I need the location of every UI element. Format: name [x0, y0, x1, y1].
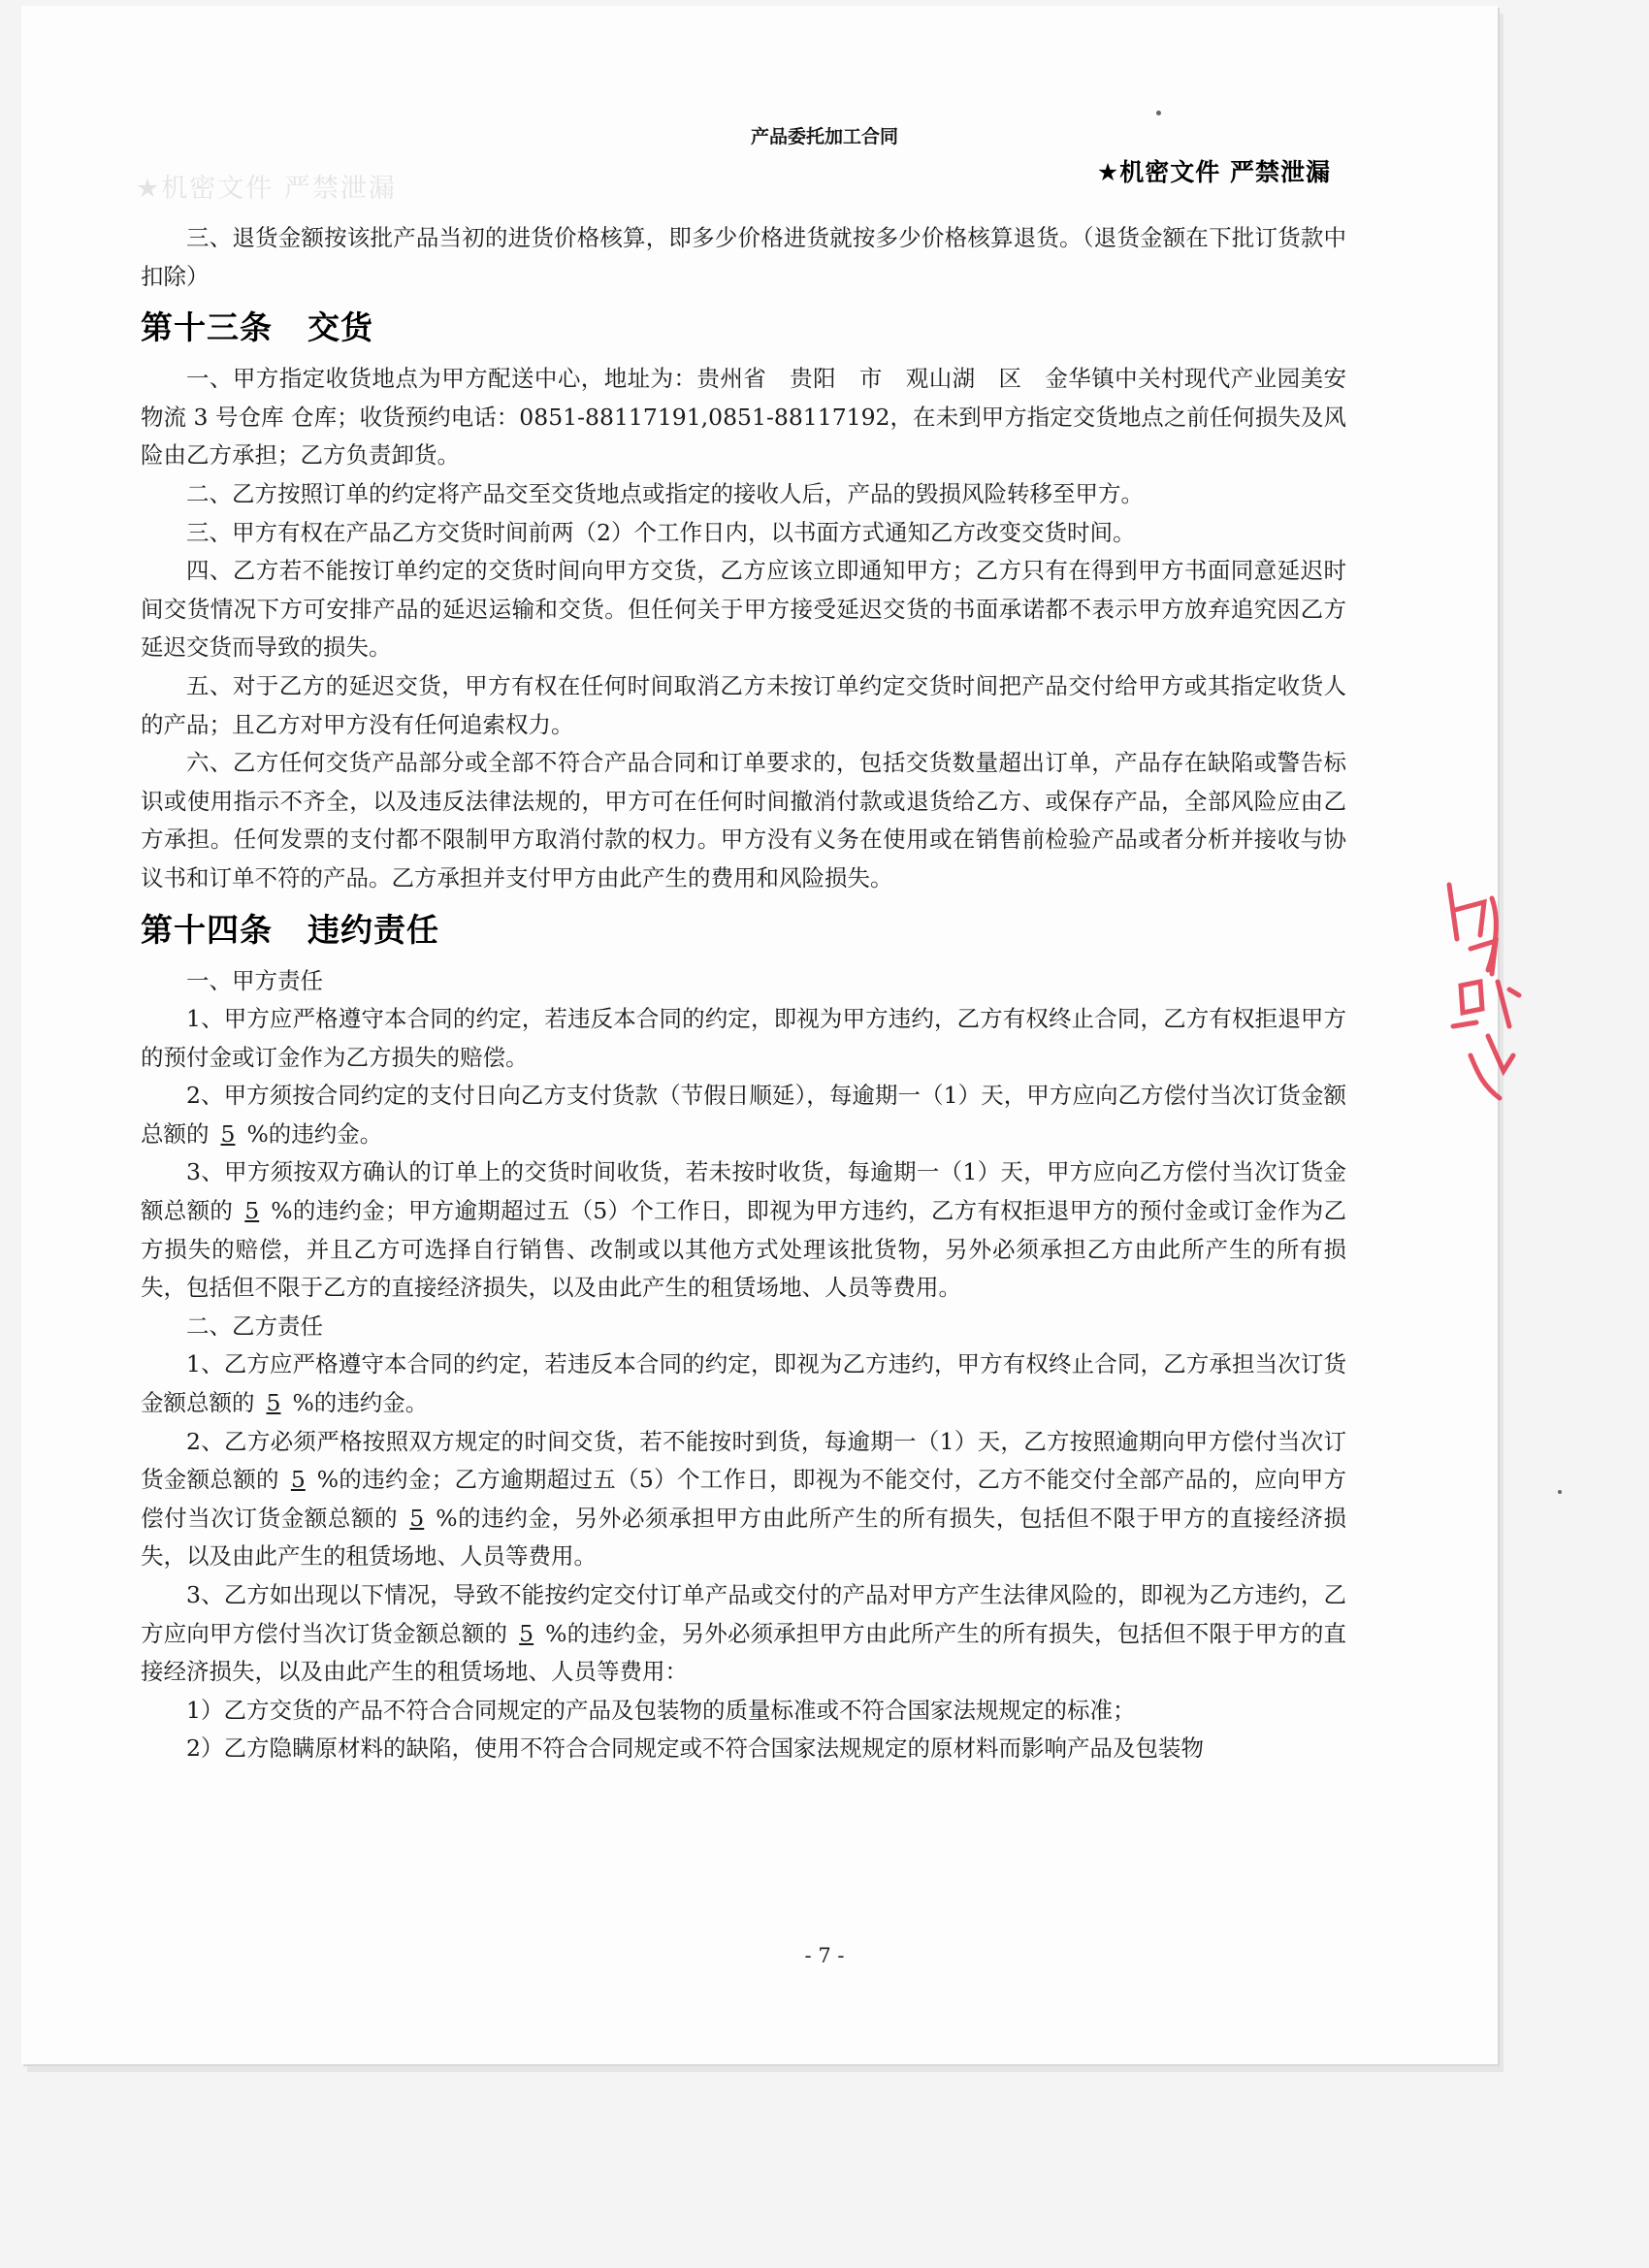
scan-speck: [1558, 1490, 1562, 1494]
party-b-clause-3: [141, 1576, 1346, 1692]
document-body: [141, 219, 1346, 1768]
party-a-clause-3: [141, 1153, 1346, 1307]
article-13-clause-1: 一、甲方指定收货地点为甲方配送中心，地址为：贵州省 贵阳 市 观山湖 区 金华镇中关村现代产业园美安物流 3 号仓库 仓库；收货预约电话：0851-88117191,0851-88117192，在未到甲方指定交货地点之前任何损失及风险由乙方承担；乙方负责卸货。: [141, 365, 1346, 470]
penalty-rate-blank: 5: [220, 1119, 236, 1148]
bleed-through-mark: ★机密文件 严禁泄漏: [136, 174, 397, 204]
document-header-title: 产品委托加工合同: [750, 126, 898, 147]
article-13-clause-6: 六、乙方任何交货产品部分或全部不符合产品合同和订单要求的，包括交货数量超出订单，产品存在缺陷或警告标识或使用指示不齐全，以及违反法律法规的，甲方可在任何时间撤消付款或退货给乙方、或保存产品，全部风险应由乙方承担。任何发票的支付都不限制甲方取消付款的权力。甲方没有义务在使用或在销售前检验产品或者分析并接收与协议书和订单不符的产品。乙方承担并支付甲方由此产生的费用和风险损失。: [141, 749, 1346, 891]
party-a-responsibility-title: 一、甲方责任: [186, 966, 323, 994]
clause-text: 2、甲方须按合同约定的支付日向乙方支付货款（节假日顺延），每逾期一（1）天，甲方应向乙方偿付当次订货金额总额的: [141, 1082, 1346, 1148]
article-13-clause-2: 二、乙方按照订单的约定将产品交至交货地点或指定的接收人后，产品的毁损风险转移至甲方。: [186, 479, 1144, 507]
penalty-rate-blank: 5: [290, 1466, 306, 1494]
party-b-clause-2: [141, 1423, 1346, 1576]
clause-text: 1、乙方应严格遵守本合同的约定，若违反本合同的约定，即视为乙方违约，甲方有权终止合同，乙方承担当次订货金额总额的: [141, 1350, 1346, 1417]
party-b-clause-1: [141, 1345, 1346, 1422]
clause-text: %的违约金，另外必须承担甲方由此所产生的所有损失，包括但不限于甲方的直接经济损失，以及由此产生的租赁场地、人员等费用。: [141, 1504, 1346, 1571]
clause-text: %的违约金；乙方逾期超过五（5）个工作日，即视为不能交付，乙方不能交付全部产品的，应向甲方偿付当次订货金额总额的: [141, 1466, 1347, 1532]
party-b-clause-3-item-1: 1）乙方交货的产品不符合合同规定的产品及包装物的质量标准或不符合国家法规规定的标准；: [186, 1696, 1136, 1724]
party-a-clause-1: 1、甲方应严格遵守本合同的约定，若违反本合同的约定，即视为甲方违约，乙方有权终止合同，乙方有权拒退甲方的预付金或订金作为乙方损失的赔偿。: [141, 1005, 1346, 1071]
party-b-clause-3-item-2: 2）乙方隐瞒原材料的缺陷，使用不符合合同规定或不符合国家法规规定的原材料而影响产品及包装物: [186, 1734, 1204, 1763]
clause-text: %的违约金，另外必须承担甲方由此所产生的所有损失，包括但不限于甲方的直接经济损失，以及由此产生的租赁场地、人员等费用：: [141, 1619, 1346, 1686]
party-a-clause-2: [141, 1077, 1346, 1153]
penalty-rate-blank: 5: [519, 1619, 534, 1647]
confidential-mark: ★机密文件 严禁泄漏: [1096, 158, 1331, 186]
party-b-responsibility-title: 二、乙方责任: [186, 1312, 323, 1340]
penalty-rate-blank: 5: [409, 1504, 425, 1532]
article-13-number: 第十三条: [141, 308, 273, 347]
clause-text: 3、乙方如出现以下情况，导致不能按约定交付订单产品或交付的产品对甲方产生法律风险的，即视为乙方违约，乙方应向甲方偿付当次订货金额总额的: [141, 1581, 1346, 1647]
article-13-clause-4: 四、乙方若不能按订单约定的交货时间向甲方交货，乙方应该立即通知甲方；乙方只有在得到甲方书面同意延迟时间交货情况下方可安排产品的延迟运输和交货。但任何关于甲方接受延迟交货的书面承诺都不表示甲方放弃追究因乙方延迟交货而导致的损失。: [141, 557, 1346, 662]
return-amount-clause: 三、退货金额按该批产品当初的进货价格核算，即多少价格进货就按多少价格核算退货。（退货金额在下批订货款中扣除）: [141, 224, 1346, 290]
seal-stamp-fragment: [1441, 881, 1527, 1110]
clause-text: %的违约金；甲方逾期超过五（5）个工作日，即视为甲方违约，乙方有权拒退甲方的预付金或订金作为乙方损失的赔偿，并且乙方可选择自行销售、改制或以其他方式处理该批货物，另外必须承担乙方由此所产生的所有损失，包括但不限于乙方的直接经济损失，以及由此产生的租赁场地、人员等费用。: [141, 1197, 1347, 1302]
page-number: - 7 -: [804, 1944, 845, 1967]
scan-speck: [1156, 111, 1161, 115]
clause-text: 3、甲方须按双方确认的订单上的交货时间收货，若未按时收货，每逾期一（1）天，甲方应向乙方偿付当次订货金额总额的: [141, 1158, 1346, 1225]
article-13-clause-5: 五、对于乙方的延迟交货，甲方有权在任何时间取消乙方未按订单约定交货时间把产品交付给甲方或其指定收货人的产品；且乙方对甲方没有任何追索权力。: [141, 671, 1346, 738]
article-14-title: 违约责任: [307, 910, 439, 949]
article-14-number: 第十四条: [141, 910, 273, 949]
clause-text: 2、乙方必须严格按照双方规定的时间交货，若不能按时到货，每逾期一（1）天，乙方按照逾期向甲方偿付当次订货金额总额的: [141, 1427, 1346, 1494]
clause-text: %的违约金。: [292, 1389, 429, 1417]
article-13-clause-3: 三、甲方有权在产品乙方交货时间前两（2）个工作日内，以书面方式通知乙方改变交货时间。: [186, 518, 1136, 546]
penalty-rate-blank: 5: [244, 1197, 260, 1225]
penalty-rate-blank: 5: [266, 1389, 281, 1417]
clause-text: %的违约金。: [246, 1119, 383, 1148]
article-14-heading: [141, 906, 1346, 955]
article-13-heading: [141, 304, 1346, 352]
article-13-title: 交货: [307, 308, 373, 347]
